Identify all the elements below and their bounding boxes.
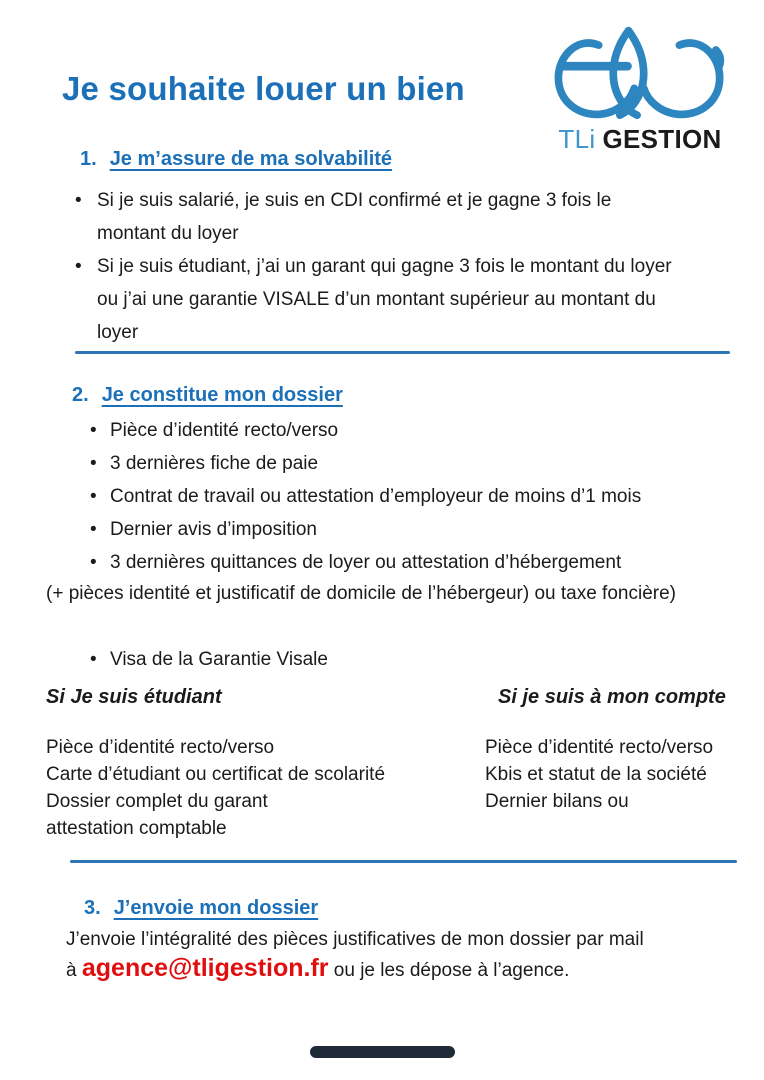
list-item-text: Contrat de travail ou attestation d’employeur de moins d’1 mois <box>110 486 642 507</box>
list-item-text: Visa de la Garantie Visale <box>110 649 328 670</box>
bullet-icon: • <box>75 190 82 211</box>
list-item <box>75 184 672 250</box>
logo-text <box>543 124 737 155</box>
list-item: Dernier bilans ou <box>485 791 629 812</box>
email-link[interactable]: agence@tligestion.fr <box>81 954 329 982</box>
home-indicator-bar[interactable] <box>310 1046 455 1058</box>
self-employed-column-list <box>485 734 755 815</box>
list-item: Kbis et statut de la société <box>485 764 707 785</box>
list-item <box>75 250 672 349</box>
self-employed-column-heading: Si je suis à mon compte <box>498 686 726 708</box>
dossier-continuation-text: (+ pièces identité et justificatif de domicile de l’hébergeur) ou taxe foncière) <box>46 583 676 604</box>
section-1-number: 1. <box>80 148 97 170</box>
section-1-title: Je m’assure de ma solvabilité <box>109 148 393 170</box>
list-item <box>90 546 735 579</box>
section-divider <box>70 860 737 863</box>
section-3-number: 3. <box>84 897 101 919</box>
list-item <box>90 414 735 447</box>
logo-text-tli: TLi <box>558 124 596 154</box>
page-title: Je souhaite louer un bien <box>62 70 465 107</box>
bullet-icon: • <box>90 552 97 573</box>
section-3-title: J’envoie mon dossier <box>113 897 319 919</box>
section-2-number: 2. <box>72 384 89 406</box>
tli-logo-icon <box>544 24 736 120</box>
student-column-heading: Si Je suis étudiant <box>46 686 222 708</box>
company-logo <box>543 24 737 155</box>
logo-text-gestion: GESTION <box>602 124 722 154</box>
dossier-bullet-list-2 <box>90 643 735 676</box>
send-email-line <box>66 954 569 983</box>
list-item: attestation comptable <box>46 818 227 839</box>
list-item: Dossier complet du garant <box>46 791 268 812</box>
list-item-text: 3 dernières quittances de loyer ou attestation d’hébergement <box>110 552 622 573</box>
list-item-text: Dernier avis d’imposition <box>110 519 317 540</box>
section-divider <box>75 351 730 354</box>
list-item <box>90 447 735 480</box>
list-item <box>90 643 735 676</box>
bullet-icon: • <box>75 256 82 277</box>
solvency-bullet-list <box>75 184 672 349</box>
bullet-icon: • <box>90 649 97 670</box>
section-2-title: Je constitue mon dossier <box>101 384 343 406</box>
bullet-icon: • <box>90 420 97 441</box>
bullet-icon: • <box>90 519 97 540</box>
send-instructions-text: J’envoie l’intégralité des pièces justificatives de mon dossier par mail <box>66 929 644 950</box>
bullet-icon: • <box>90 453 97 474</box>
list-item-text: Si je suis étudiant, j’ai un garant qui gagne 3 fois le montant du loyer ou j’ai une garantie VISALE d’un montant supérieur au montant du loyer <box>97 256 672 343</box>
student-column-list <box>46 734 466 842</box>
section-3-heading <box>84 897 318 920</box>
list-item-text: Si je suis salarié, je suis en CDI confirmé et je gagne 3 fois le montant du loyer <box>97 190 612 244</box>
email-suffix-text: ou je les dépose à l’agence. <box>328 960 570 981</box>
list-item: Pièce d’identité recto/verso <box>485 737 714 758</box>
list-item: Pièce d’identité recto/verso <box>46 737 275 758</box>
section-1-heading <box>80 148 392 171</box>
list-item-text: 3 dernières fiche de paie <box>110 453 319 474</box>
dossier-bullet-list <box>90 414 735 579</box>
email-prefix-text: à <box>66 960 82 981</box>
section-2-heading <box>72 384 343 407</box>
list-item: Carte d’étudiant ou certificat de scolarité <box>46 764 386 785</box>
list-item <box>90 513 735 546</box>
list-item <box>90 480 735 513</box>
bullet-icon: • <box>90 486 97 507</box>
list-item-text: Pièce d’identité recto/verso <box>110 420 339 441</box>
